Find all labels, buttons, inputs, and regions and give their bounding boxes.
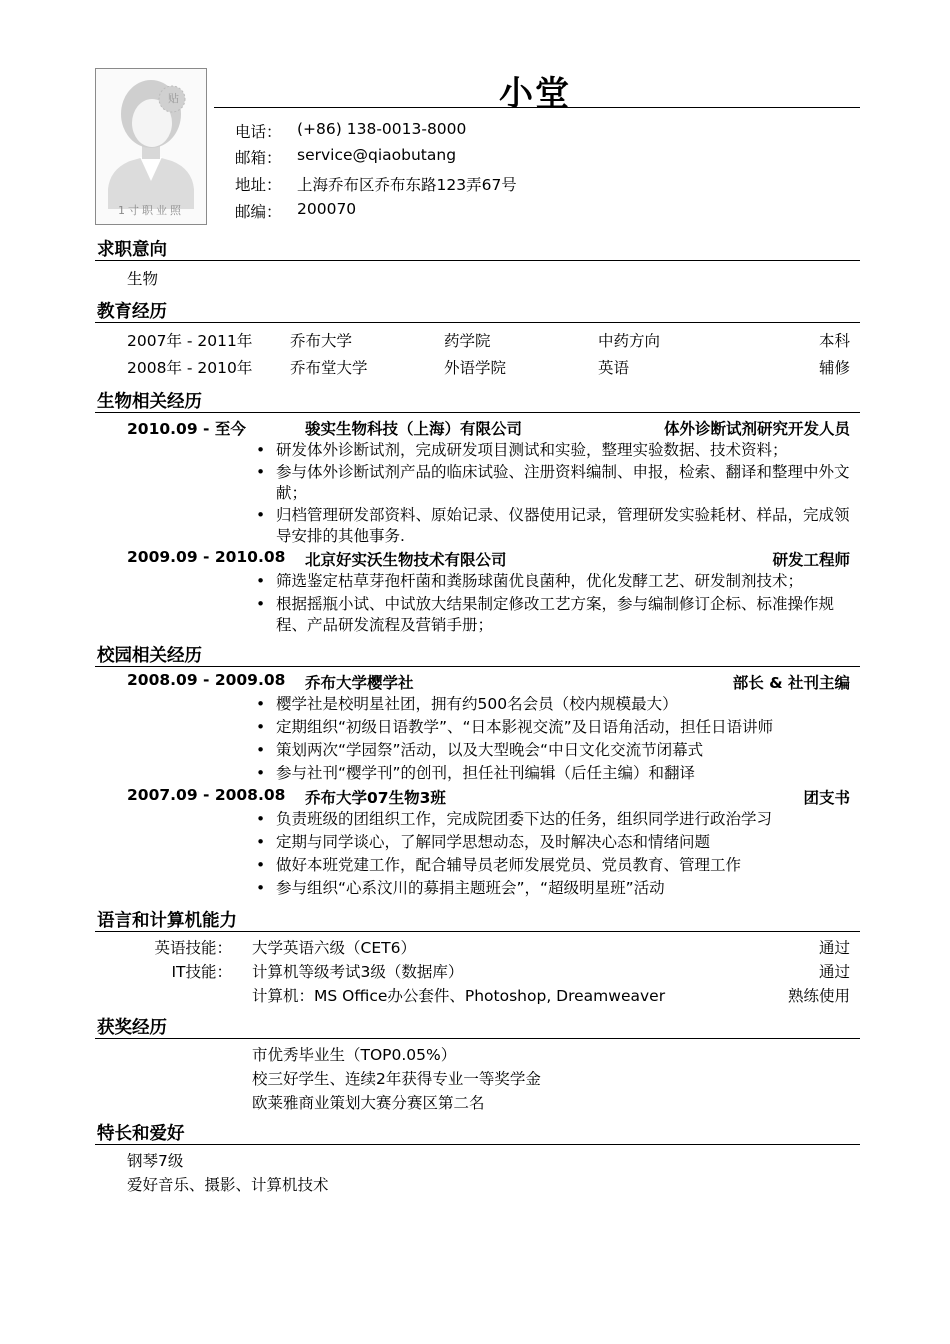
edu-degree: 本科 <box>818 332 850 350</box>
job-period: 2010.09 - 至今 <box>127 420 246 438</box>
edu-period: 2007年 - 2011年 <box>127 332 253 350</box>
skill-label: IT技能： <box>171 963 232 981</box>
phone-value: (+86) 138-0013-8000 <box>297 120 467 138</box>
bullet-icon: • <box>256 441 266 459</box>
campus-org: 乔布大学樱学社 <box>305 674 414 692</box>
campus-bullet: 参与社刊“樱学刊”的创刊，担任社刊编辑（后任主编）和翻译 <box>276 764 696 782</box>
bullet-icon: • <box>256 595 266 613</box>
job-role: 体外诊断试剂研究开发人员 <box>663 420 850 438</box>
skill-item: 计算机：MS Office办公套件、Photoshop, Dreamweaver <box>252 987 666 1005</box>
section-divider <box>95 260 860 261</box>
skill-label: 英语技能： <box>154 939 232 957</box>
campus-bullet: 策划两次“学园祭”活动，以及大型晚会“中日文化交流节闭幕式 <box>276 741 704 759</box>
campus-bullet: 负责班级的团组织工作，完成院团委下达的任务，组织同学进行政治学习 <box>276 810 773 828</box>
edu-major: 中药方向 <box>598 332 661 350</box>
award-item: 市优秀毕业生（TOP0.05%） <box>252 1046 457 1064</box>
campus-bullet: 樱学社是校明星社团，拥有约500名会员（校内规模最大） <box>276 695 678 713</box>
address-value: 上海乔布区乔布东路123弄67号 <box>297 176 517 194</box>
candidate-name: 小堂 <box>499 74 571 114</box>
person-silhouette-icon <box>96 69 206 224</box>
photo-caption: 1寸职业照 <box>118 204 184 217</box>
section-title-objective: 求职意向 <box>97 240 167 260</box>
bullet-icon: • <box>256 810 266 828</box>
skill-level: 通过 <box>818 963 850 981</box>
section-divider <box>95 1144 860 1145</box>
job-role: 研发工程师 <box>772 551 850 569</box>
email-value: service@qiaobutang <box>297 146 457 164</box>
bullet-icon: • <box>256 506 266 524</box>
campus-bullet: 参与组织“心系汶川的募捐主题班会”，“超级明星班”活动 <box>276 879 665 897</box>
campus-org: 乔布大学07生物3班 <box>305 789 446 807</box>
job-bullet: 归档管理研发部资料、原始记录、仪器使用记录，管理研发实验耗材、样品，完成领导安排的其他事务. <box>276 506 850 545</box>
edu-period: 2008年 - 2010年 <box>127 359 253 377</box>
bullet-icon: • <box>256 463 266 481</box>
section-divider <box>95 931 860 932</box>
skill-level: 熟练使用 <box>787 987 850 1005</box>
section-divider <box>95 666 860 667</box>
skill-item: 大学英语六级（CET6） <box>252 939 416 957</box>
edu-college: 药学院 <box>444 332 491 350</box>
zipcode-label: 邮编： <box>235 203 282 221</box>
campus-period: 2007.09 - 2008.08 <box>127 786 286 804</box>
job-bullet: 研发体外诊断试剂，完成研发项目测试和实验，整理实验数据、技术资料； <box>276 441 788 459</box>
edu-degree: 辅修 <box>818 359 850 377</box>
job-bullet: 筛选鉴定枯草芽孢杆菌和粪肠球菌优良菌种，优化发酵工艺、研发制剂技术； <box>276 572 804 590</box>
photo-stamp: 贴 <box>168 92 179 105</box>
edu-major: 英语 <box>598 359 630 377</box>
skill-item: 计算机等级考试3级（数据库） <box>252 963 464 981</box>
phone-label: 电话： <box>235 123 282 141</box>
section-divider <box>95 412 860 413</box>
section-title-awards: 获奖经历 <box>97 1018 167 1038</box>
award-item: 欧莱雅商业策划大赛分赛区第二名 <box>252 1094 485 1112</box>
section-title-work: 生物相关经历 <box>97 392 202 412</box>
edu-school: 乔布大学 <box>290 332 353 350</box>
campus-bullet: 定期组织“初级日语教学”、“日本影视交流”及日语角活动，担任日语讲师 <box>276 718 774 736</box>
bullet-icon: • <box>256 572 266 590</box>
award-item: 校三好学生、连续2年获得专业一等奖学金 <box>252 1070 541 1088</box>
job-period: 2009.09 - 2010.08 <box>127 548 286 566</box>
job-company: 北京好实沃生物技术有限公司 <box>305 551 507 569</box>
header-divider <box>214 107 860 108</box>
address-label: 地址： <box>235 176 282 194</box>
section-title-skills: 语言和计算机能力 <box>97 911 237 931</box>
campus-period: 2008.09 - 2009.08 <box>127 671 286 689</box>
bullet-icon: • <box>256 879 266 897</box>
campus-bullet: 定期与同学谈心，了解同学思想动态，及时解决心态和情绪问题 <box>276 833 711 851</box>
edu-school: 乔布堂大学 <box>290 359 368 377</box>
objective-text: 生物 <box>127 270 159 288</box>
job-company: 骏实生物科技（上海）有限公司 <box>305 420 523 438</box>
hobby-item: 爱好音乐、摄影、计算机技术 <box>127 1176 329 1194</box>
bullet-icon: • <box>256 741 266 759</box>
section-title-hobbies: 特长和爱好 <box>97 1124 185 1144</box>
bullet-icon: • <box>256 695 266 713</box>
section-title-education: 教育经历 <box>97 302 167 322</box>
edu-college: 外语学院 <box>444 359 507 377</box>
job-bullet: 根据摇瓶小试、中试放大结果制定修改工艺方案，参与编制修订企标、标准操作规程、产品研发流程及营销手册； <box>276 595 835 634</box>
profile-photo <box>95 68 207 225</box>
campus-role: 团支书 <box>803 789 850 807</box>
campus-role: 部长 & 社刊主编 <box>732 674 850 692</box>
section-divider <box>95 322 860 323</box>
section-title-campus: 校园相关经历 <box>97 646 202 666</box>
hobby-item: 钢琴7级 <box>127 1152 184 1170</box>
bullet-icon: • <box>256 764 266 782</box>
skill-level: 通过 <box>818 939 850 957</box>
bullet-icon: • <box>256 833 266 851</box>
job-bullet: 参与体外诊断试剂产品的临床试验、注册资料编制、申报，检索、翻译和整理中外文献； <box>276 463 850 502</box>
email-label: 邮箱： <box>235 149 282 167</box>
campus-bullet: 做好本班党建工作，配合辅导员老师发展党员、党员教育、管理工作 <box>276 856 742 874</box>
section-divider <box>95 1038 860 1039</box>
zipcode-value: 200070 <box>297 200 357 218</box>
bullet-icon: • <box>256 856 266 874</box>
bullet-icon: • <box>256 718 266 736</box>
